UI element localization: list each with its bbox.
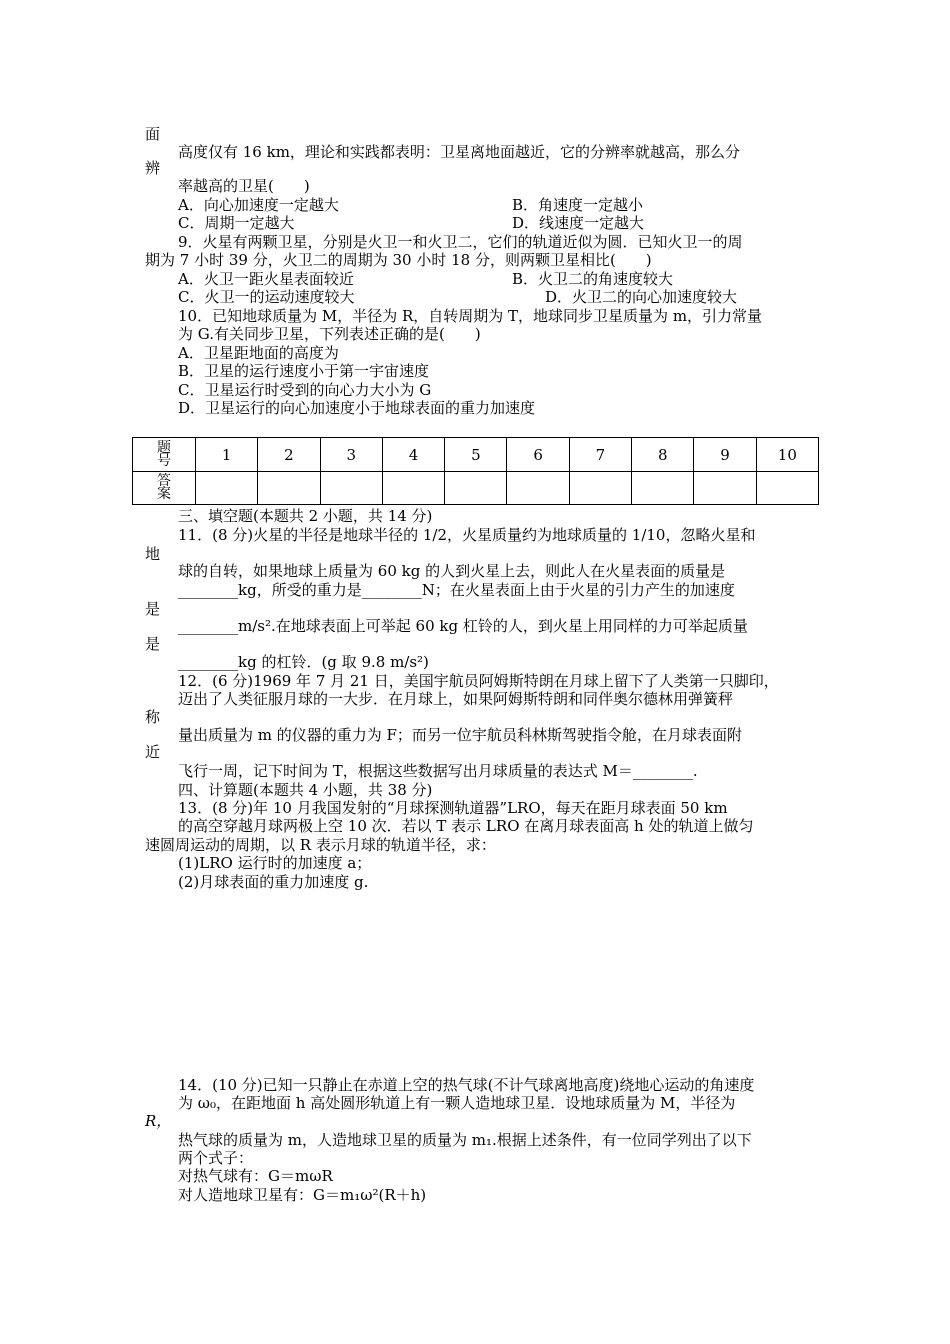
table-cell: 3 [320, 438, 382, 472]
q14-line1: 14．(10 分)已知一只静止在赤道上空的热气球(不计气球离地高度)绕地心运动的角速度 [178, 1076, 755, 1094]
q11-line5: ________kg 的杠铃．(g 取 9.8 m/s²) [178, 653, 429, 671]
answer-cell[interactable] [258, 472, 320, 505]
q8-option-a: A．向心加速度一定越大 [178, 196, 339, 214]
section-3-heading: 三、填空题(本题共 2 小题，共 14 分) [178, 507, 433, 525]
q13-sub1: (1)LRO 运行时的加速度 a； [178, 854, 372, 872]
side-char: R， [145, 1112, 172, 1130]
row-label-number: 题号 [133, 438, 196, 472]
q9-option-d: D．火卫二的向心加速度较大 [545, 288, 738, 306]
side-char: 辨 [145, 159, 161, 177]
q9-line1: 9．火星有两颗卫星，分别是火卫一和火卫二，它们的轨道近似为圆．已知火卫一的周 [178, 233, 743, 251]
side-char: 面 [145, 125, 161, 143]
q9-option-a: A．火卫一距火星表面较近 [178, 270, 354, 288]
q10-option-a: A．卫星距地面的高度为 [178, 344, 339, 362]
q8-line1: 高度仅有 16 km，理论和实践都表明：卫星离地面越近，它的分辨率就越高，那么分 [178, 143, 740, 161]
q8-line2: 率越高的卫星( ) [178, 177, 310, 195]
q11-line3: ________kg，所受的重力是________N；在火星表面上由于火星的引力产生的加速度 [178, 581, 735, 599]
q8-option-d: D．线速度一定越大 [512, 214, 645, 232]
q14-line4: 两个式子： [178, 1149, 254, 1167]
q11-line4: ________m/s².在地球表面上可举起 60 kg 杠铃的人，到火星上用同样的力可举起质量 [178, 617, 748, 635]
q14-line5: 对热气球有：G＝mωR [178, 1167, 333, 1185]
q10-option-d: D．卫星运行的向心加速度小于地球表面的重力加速度 [178, 399, 536, 417]
answer-cell[interactable] [445, 472, 507, 505]
table-cell: 1 [196, 438, 258, 472]
q12-line2: 迈出了人类征服月球的一大步．在月球上，如果阿姆斯特朗和同伴奥尔德林用弹簧秤 [178, 690, 734, 708]
q14-line3: 热气球的质量为 m，人造地球卫星的质量为 m₁.根据上述条件，有一位同学列出了以下 [178, 1131, 752, 1149]
q8-option-c: C．周期一定越大 [178, 214, 295, 232]
row-label-answer: 答案 [133, 472, 196, 505]
answer-cell[interactable] [507, 472, 569, 505]
q14-line2: 为 ω₀，在距地面 h 高处圆形轨道上有一颗人造地球卫星．设地球质量为 M，半径为 [178, 1094, 736, 1112]
side-char: 称 [145, 708, 161, 726]
side-char: 近 [145, 743, 161, 761]
table-cell: 8 [632, 438, 694, 472]
q11-line1: 11．(8 分)火星的半径是地球半径的 1/2，火星质量约为地球质量的 1/10，忽略火星和 [178, 526, 756, 544]
q11-line2: 球的自转，如果地球上质量为 60 kg 的人到火星上去，则此人在火星表面的质量是 [178, 562, 726, 580]
side-char: 地 [145, 545, 161, 563]
q10-option-b: B．卫星的运行速度小于第一宇宙速度 [178, 362, 430, 380]
table-cell: 7 [569, 438, 631, 472]
answer-cell[interactable] [694, 472, 756, 505]
answer-cell[interactable] [196, 472, 258, 505]
q12-line3: 量出质量为 m 的仪器的重力为 F；而另一位宇航员科林斯驾驶指令舱，在月球表面附 [178, 726, 742, 744]
table-cell: 2 [258, 438, 320, 472]
q13-line2: 的高空穿越月球两极上空 10 次．若以 T 表示 LRO 在离月球表面高 h 处的轨道上做匀 [178, 817, 754, 835]
q9-line2: 期为 7 小时 39 分，火卫二的周期为 30 小时 18 分，则两颗卫星相比( ) [145, 251, 652, 269]
answer-table [132, 437, 819, 505]
table-row-answers [133, 472, 819, 505]
q13-sub2: (2)月球表面的重力加速度 g. [178, 873, 369, 891]
q12-line4: 飞行一周，记下时间为 T，根据这些数据写出月球质量的表达式 M＝________. [178, 762, 698, 780]
q8-option-b: B．角速度一定越小 [512, 196, 644, 214]
answer-cell[interactable] [569, 472, 631, 505]
table-cell: 9 [694, 438, 756, 472]
answer-cell[interactable] [756, 472, 818, 505]
q10-option-c: C．卫星运行时受到的向心力大小为 G [178, 381, 432, 399]
table-cell: 4 [382, 438, 444, 472]
q10-line1: 10．已知地球质量为 M，半径为 R，自转周期为 T，地球同步卫星质量为 m，引力常量 [178, 307, 763, 325]
q9-option-b: B．火卫二的角速度较大 [512, 270, 674, 288]
q9-option-c: C．火卫一的运动速度较大 [178, 288, 355, 306]
section-4-heading: 四、计算题(本题共 4 小题，共 38 分) [178, 781, 433, 799]
table-cell: 6 [507, 438, 569, 472]
q13-line1: 13．(8 分)年 10 月我国发射的“月球探测轨道器”LRO，每天在距月球表面 50 km [178, 799, 728, 817]
q10-line2: 为 G.有关同步卫星，下列表述正确的是( ) [178, 325, 481, 343]
answer-cell[interactable] [320, 472, 382, 505]
q13-line3: 速圆周运动的周期，以 R 表示月球的轨道半径，求： [145, 836, 496, 854]
table-row-numbers [133, 438, 819, 472]
answer-cell[interactable] [382, 472, 444, 505]
table-cell: 10 [756, 438, 818, 472]
side-char: 是 [145, 635, 161, 653]
side-char: 是 [145, 600, 161, 618]
q14-line6: 对人造地球卫星有：G＝m₁ω²(R＋h) [178, 1186, 427, 1204]
table-cell: 5 [445, 438, 507, 472]
answer-cell[interactable] [632, 472, 694, 505]
q12-line1: 12．(6 分)1969 年 7 月 21 日，美国宇航员阿姆斯特朗在月球上留下了人类第一只脚印， [178, 672, 779, 690]
